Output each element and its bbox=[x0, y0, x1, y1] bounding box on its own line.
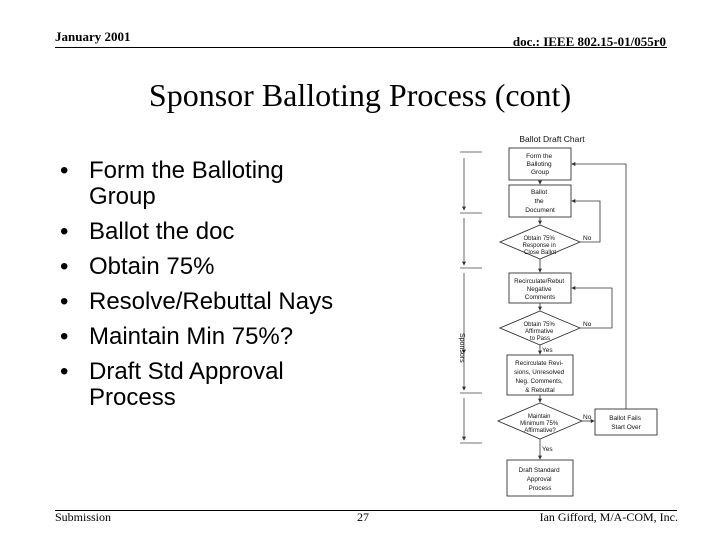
box-line: Comments bbox=[524, 294, 556, 301]
bullet-item: • Obtain 75% bbox=[56, 254, 356, 280]
footer-page-number: 27 bbox=[357, 510, 369, 524]
footer-submission: Submission bbox=[55, 510, 112, 524]
box-line: Recirculate Revi- bbox=[515, 360, 564, 367]
process-box-draft-standard bbox=[507, 460, 573, 496]
decision-line: to Pass bbox=[529, 336, 551, 342]
header-doc-id: doc.: IEEE 802.15-01/055r0 bbox=[512, 34, 666, 49]
decision-line: Response in bbox=[522, 243, 556, 249]
decision-line: Obtain 75% bbox=[523, 236, 555, 242]
bullet-list bbox=[56, 158, 356, 420]
process-box-ballot-document bbox=[509, 185, 571, 217]
yes-label: Yes bbox=[542, 347, 553, 354]
box-line: Document bbox=[525, 207, 555, 214]
process-box-rebut-negative bbox=[509, 273, 571, 303]
svg-text:Obtain 75% Response in bbox=[522, 236, 557, 256]
box-line: Recirculate/Rebut bbox=[514, 278, 565, 285]
ballot-draft-chart bbox=[452, 128, 690, 498]
side-label: Sponsors bbox=[458, 333, 465, 363]
box-line: Form the bbox=[526, 153, 553, 160]
process-box-form-group bbox=[509, 148, 571, 180]
decision-line: Affirmative bbox=[525, 329, 554, 335]
side-timeline bbox=[460, 152, 482, 443]
bullet-item: • Resolve/Rebuttal Nays bbox=[56, 289, 356, 315]
box-line: Start Over bbox=[611, 424, 641, 431]
bullet-item: • Draft Std Approval Process bbox=[56, 359, 356, 411]
decision-line: Maintain bbox=[527, 414, 551, 420]
box-line: the bbox=[534, 198, 544, 205]
decision-obtain-75-response bbox=[500, 225, 580, 259]
decision-line: Affirmative? bbox=[524, 428, 556, 434]
chart-title: Ballot Draft Chart bbox=[519, 134, 585, 144]
no-label: No bbox=[583, 235, 592, 242]
bullet-item: • Maintain Min 75%? bbox=[56, 324, 356, 350]
decision-line: Obtain 75% bbox=[523, 322, 555, 328]
header-divider bbox=[55, 47, 667, 48]
bullet-item: • Ballot the doc bbox=[56, 219, 356, 245]
box-line: Negative bbox=[526, 286, 552, 293]
box-line: Ballot Fails bbox=[609, 415, 641, 422]
no-label: No bbox=[583, 321, 592, 328]
decision-line: Minimum 75% bbox=[520, 421, 559, 427]
box-line: Group bbox=[530, 169, 550, 176]
decision-line: Close Ballot bbox=[523, 250, 557, 256]
bullet-item: • Form the Balloting Group bbox=[56, 158, 356, 210]
slide-title: Sponsor Balloting Process (cont) bbox=[148, 77, 572, 113]
yes-label: Yes bbox=[542, 446, 553, 453]
decision-maintain-min-75 bbox=[498, 403, 582, 439]
box-line: Balloting bbox=[526, 161, 552, 168]
process-box-recirculate bbox=[507, 355, 573, 395]
box-line: Approval bbox=[526, 476, 552, 483]
process-box-ballot-fails bbox=[595, 409, 657, 435]
box-line: & Rebuttal bbox=[525, 387, 555, 394]
box-line: Neg. Comments, bbox=[515, 378, 563, 385]
decision-obtain-75-affirmative bbox=[500, 311, 580, 345]
box-line: sions, Unresolved bbox=[514, 369, 565, 376]
box-line: Process bbox=[528, 485, 552, 492]
box-line: Ballot bbox=[530, 189, 548, 196]
no-label: No bbox=[583, 414, 592, 421]
box-line: Draft Standard bbox=[518, 467, 560, 474]
header-date: January 2001 bbox=[55, 29, 131, 44]
footer-author: Ian Gifford, M/A-COM, Inc. bbox=[539, 510, 678, 524]
